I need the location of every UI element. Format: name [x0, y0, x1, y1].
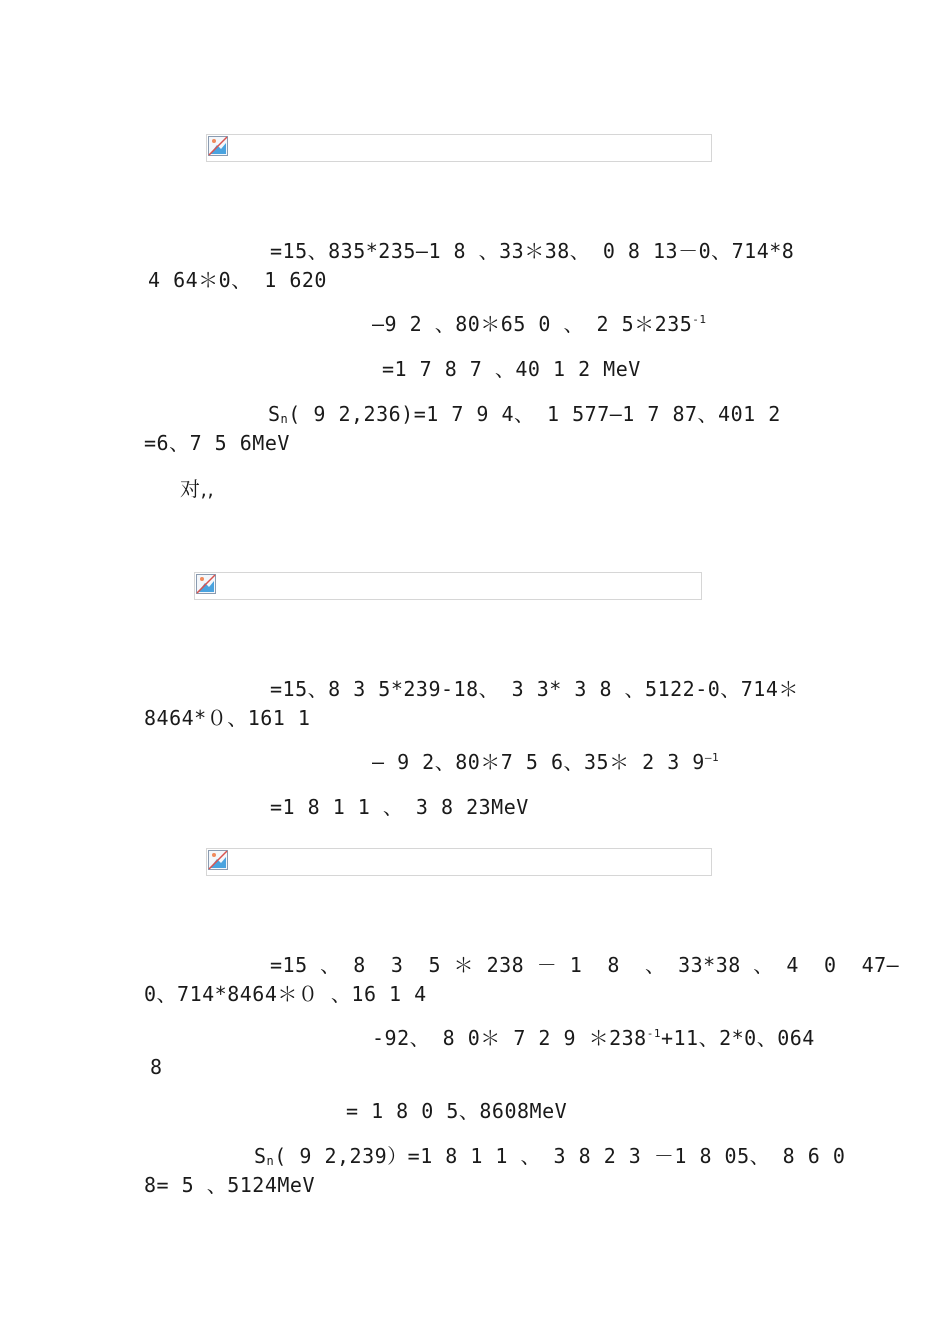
equation-line: $S_n$( 9 2,236)=1 7 9 4、 1 577—1 7 87、401 2 [268, 402, 781, 426]
equation-line: 4 64＊0、 1 620 [148, 268, 327, 292]
formula-image-3 [206, 848, 712, 876]
formula-image-2 [194, 572, 702, 600]
text-line: 对,, [180, 477, 215, 501]
equation-line: 8= 5 、5124MeV [144, 1173, 315, 1197]
broken-image-icon [208, 136, 228, 156]
equation-line: 8 [150, 1055, 163, 1079]
equation-line: =15 、 8 3 5 ＊ 238 － 1 8 、 33*38 、 4 0 47— [270, 953, 900, 977]
equation-line: 8464*０、161 1 [144, 706, 311, 730]
equation-line: -92、 8 0＊ 7 2 9 $*238^{-1}+11$、2*0、064 [372, 1026, 815, 1050]
equation-line: $S_n$( 9 2,239）=1 8 1 1 、 3 8 2 3 －1 8 05、 8 6 0 [254, 1144, 846, 1168]
broken-image-icon [208, 850, 228, 870]
equation-line: —9 2 、80＊65 0 、 2 $5*235^{-1}$ [372, 312, 707, 336]
equation-line: =15、8 3 5*239-18、 3 3* 3 8 、5122-0、714＊ [270, 677, 799, 701]
equation-line: =6、7 5 6MeV [144, 431, 290, 455]
formula-image-1 [206, 134, 712, 162]
equation-line: =1 8 1 1 、 3 8 23MeV [270, 795, 529, 819]
equation-line: 0、714*8464＊０ 、16 1 4 [144, 982, 427, 1006]
equation-line: = 1 8 0 5、8608MeV [346, 1099, 568, 1123]
equation-line: =1 7 8 7 、40 1 2 MeV [382, 357, 641, 381]
equation-line: =15、835*235—1 8 、33＊38、 0 8 13－0、714*8 [270, 239, 795, 263]
broken-image-icon [196, 574, 216, 594]
equation-line: — 9 2、80＊7 5 6、35＊ 2 3 $9^{—1}$ [372, 750, 720, 774]
